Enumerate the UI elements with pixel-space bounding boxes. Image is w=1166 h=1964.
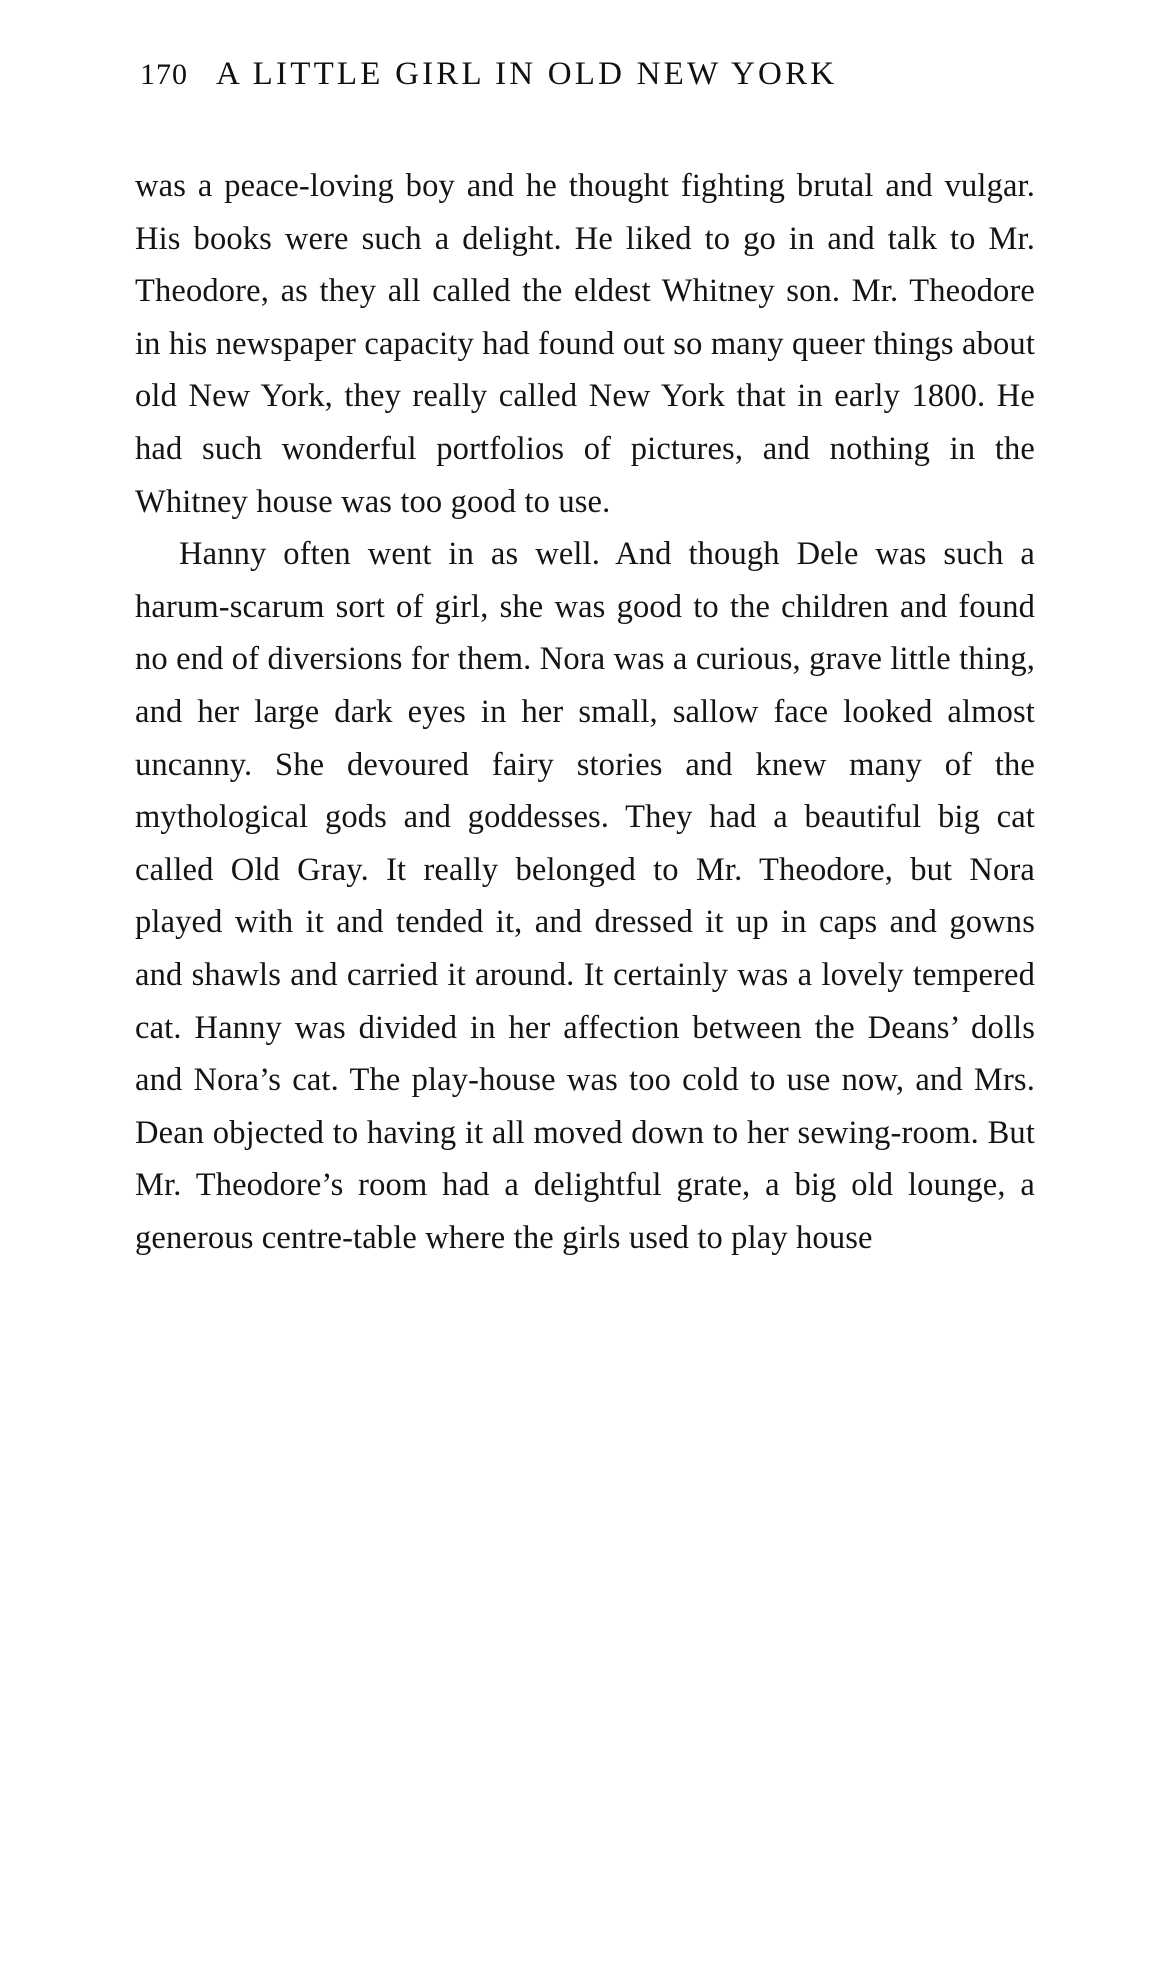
page-header: [140, 56, 1036, 93]
running-title: A LITTLE GIRL IN OLD NEW YORK: [216, 56, 838, 92]
page-body: [135, 160, 1035, 1264]
page-number: 170: [140, 58, 188, 91]
paragraph-2: Hanny often went in as well. And though Dele was such a harum-scarum sort of girl, she was good to the children and found no end of diversions for them. Nora was a curious, grave little thing, and her large dark eyes in her small, sallow face looked almost uncanny. She devoured fairy stories and knew many of the mythological gods and goddesses. They had a beautiful big cat called Old Gray. It really belonged to Mr. Theodore, but Nora played with it and tended it, and dressed it up in caps and gowns and shawls and carried it around. It certainly was a lovely tempered cat. Hanny was divided in her affection between the Deans’ dolls and Nora’s cat. The play-house was too cold to use now, and Mrs. Dean objected to having it all moved down to her sewing-room. But Mr. Theodore’s room had a delightful grate, a big old lounge, a generous centre-table where the girls used to play house: [135, 536, 1035, 1256]
paragraph-1: was a peace-loving boy and he thought fighting brutal and vulgar. His books were such a delight. He liked to go in and talk to Mr. Theodore, as they all called the eldest Whitney son. Mr. Theodore in his newspaper capacity had found out so many queer things about old New York, they really called New York that in early 1800. He had such wonderful portfolios of pictures, and nothing in the Whitney house was too good to use.: [135, 168, 1035, 520]
